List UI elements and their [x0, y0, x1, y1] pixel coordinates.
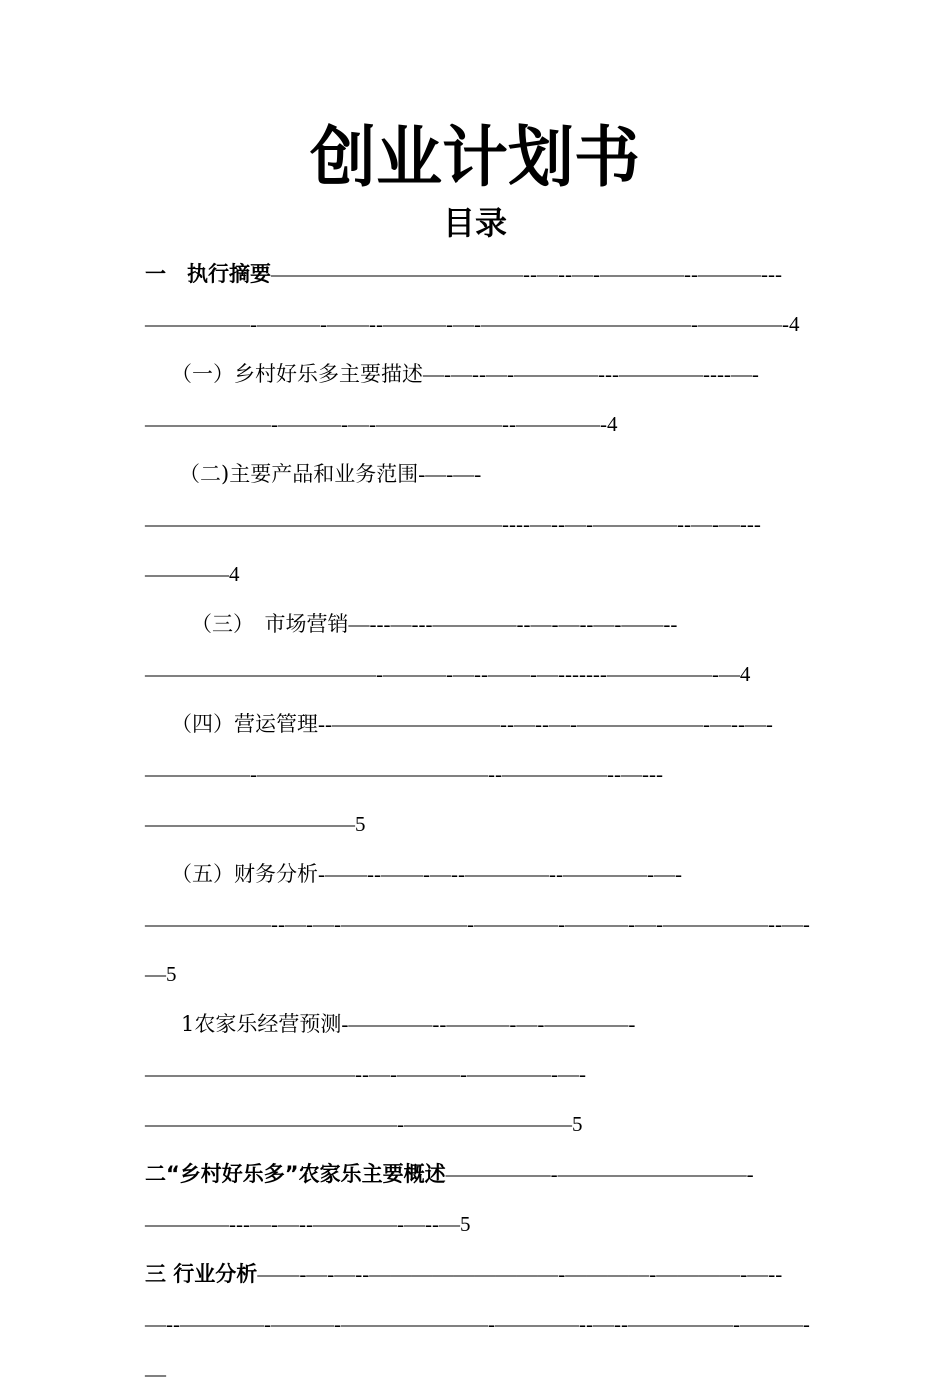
- toc-entry[interactable]: [145, 249, 810, 349]
- toc-entry-label: （一）乡村好乐多主要描述: [171, 362, 423, 386]
- toc-leader: —————-—————————-————---—-—--————-—--—: [145, 1162, 754, 1236]
- toc-leader: -——--——-—--————--————-—-——————--—-—-——————-————-———-—-—————--—-—: [145, 862, 810, 986]
- toc-page-number: -4: [781, 312, 800, 336]
- toc-page-number: 5: [459, 1212, 471, 1236]
- toc-entry[interactable]: [145, 349, 810, 449]
- toc-entry-label: （三） 市场营销: [191, 612, 349, 636]
- toc-entry[interactable]: [145, 1249, 810, 1399]
- toc-entry-label: 一 执行摘要: [145, 262, 271, 286]
- toc-page-number: 4: [229, 562, 240, 586]
- toc-leader: -————--———-—-————-——————————--—-———-————-—-————————————-————————: [145, 1012, 636, 1136]
- toc-page-number: 4: [739, 662, 751, 686]
- toc-entry[interactable]: [145, 449, 810, 599]
- toc-entry[interactable]: [145, 999, 810, 1149]
- toc-entry[interactable]: [145, 699, 810, 849]
- toc-leader: ————————————--—--—-————--———---—————-———-——--———-—-——————————-————: [145, 262, 782, 336]
- toc-leader: ——-—-—--—————————-————-————-—--—--————-———-———————-————--—--—————-———-—: [145, 1262, 810, 1386]
- toc-entry[interactable]: [145, 599, 810, 699]
- toc-entry-label: （五）财务分析: [171, 862, 318, 886]
- toc-entry-label: （二)主要产品和业务范围: [179, 462, 419, 486]
- table-of-contents: [145, 249, 810, 1399]
- toc-leader: --————————--—--—-——————-—--—-—————-———————————--—————--—---——————————: [145, 712, 773, 836]
- toc-entry[interactable]: [145, 1149, 810, 1249]
- toc-leader: —-—--—-————---————----—-——————-———-—-——————--————: [145, 362, 759, 436]
- toc-page-number: -4: [599, 412, 618, 436]
- toc-leader: —---—---————--—-—--—-——--———————————-———-—--——-—-------—————-—: [145, 612, 740, 686]
- toc-heading: 目录: [442, 204, 507, 242]
- toc-page-number: 5: [355, 812, 366, 836]
- toc-entry[interactable]: [145, 849, 810, 999]
- toc-page-number: 5: [166, 962, 177, 986]
- toc-leader: -—-—-—————————————————----—--—-————--—-—---————: [145, 462, 761, 586]
- toc-entry-label: 二“乡村好乐多”农家乐主要概述: [145, 1162, 446, 1186]
- toc-entry-label: 三 行业分析: [145, 1262, 258, 1286]
- toc-page-number: 5: [572, 1112, 583, 1136]
- document-title: 创业计划书: [310, 119, 640, 196]
- toc-entry-label: 1农家乐经营预测: [181, 1012, 342, 1036]
- toc-entry-label: （四）营运管理: [171, 712, 318, 736]
